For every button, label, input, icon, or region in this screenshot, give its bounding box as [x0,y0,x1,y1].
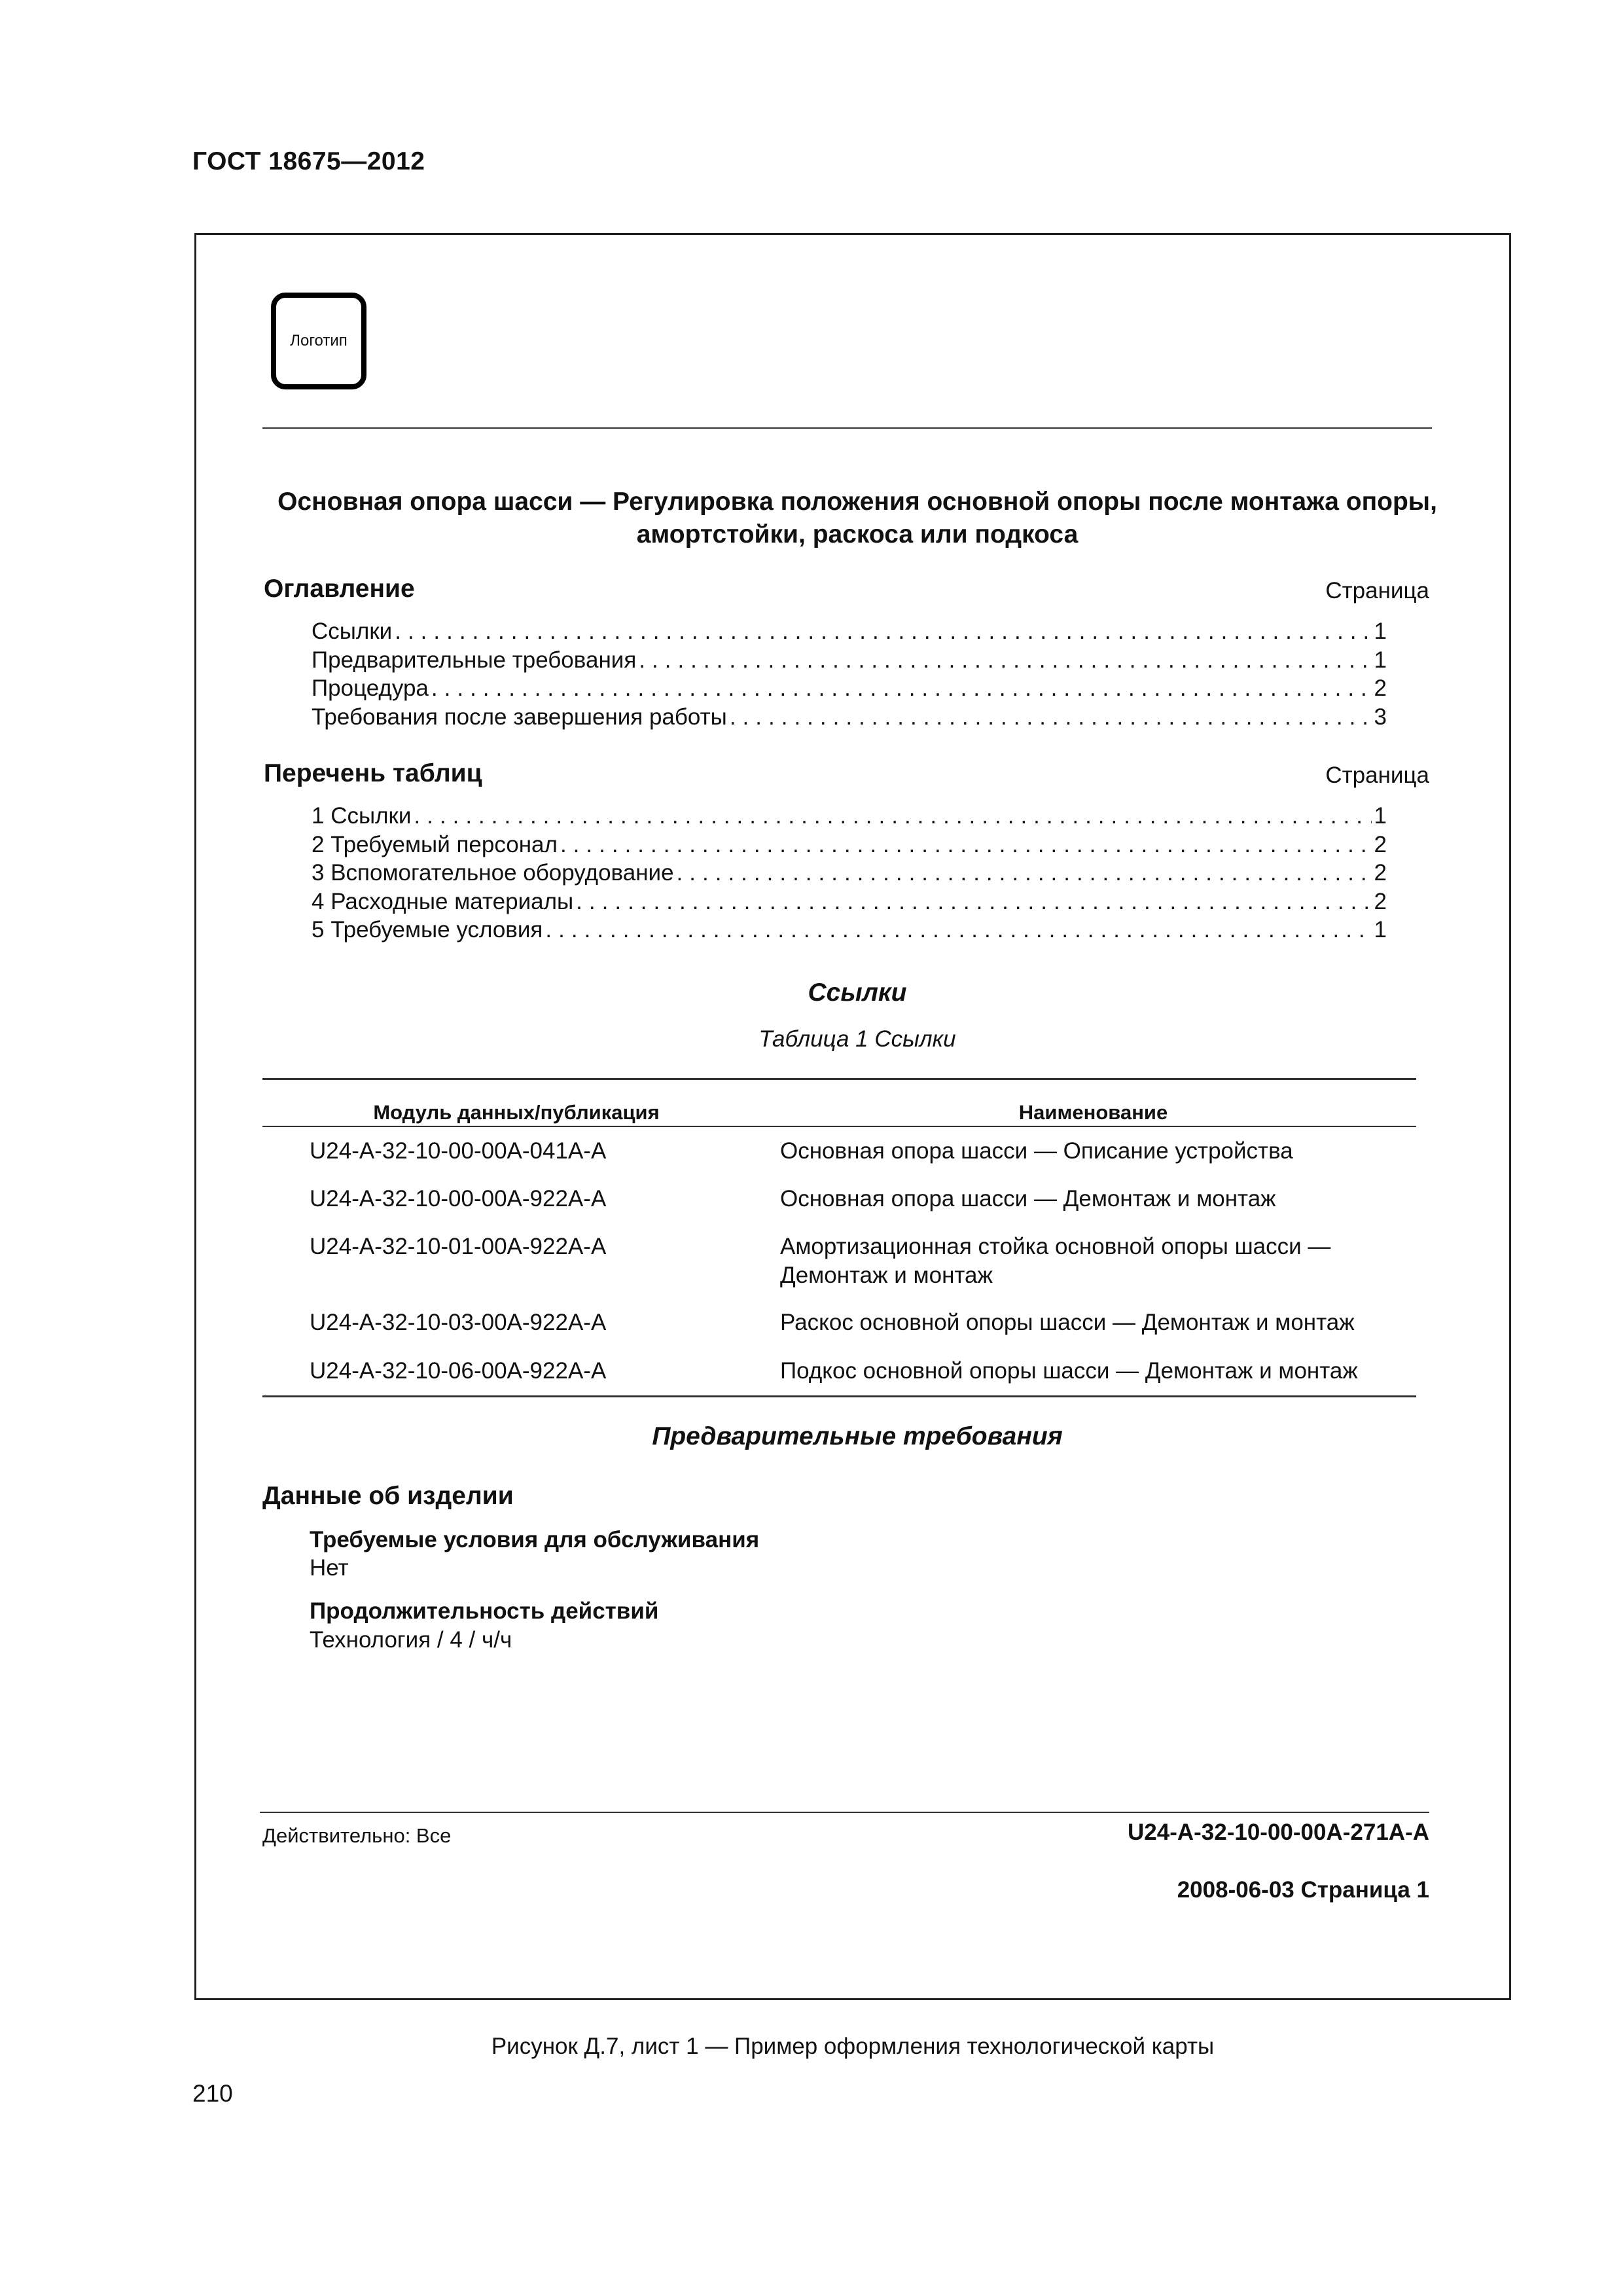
toc-entry-page: 2 [1374,675,1387,701]
table-cell-name: Основная опора шасси — Описание устройства [780,1138,1293,1164]
validity-text: Действительно: Все [262,1824,452,1847]
contents-page-label: Страница [1325,578,1429,603]
figure-caption: Рисунок Д.7, лист 1 — Пример оформления технологической карты [491,2034,1215,2059]
toc-entry-references[interactable] [312,617,1387,646]
table-header-rule [262,1126,1416,1127]
table-list-entry-label: 3 Вспомогательное оборудование [312,860,674,886]
table-list-entry[interactable] [312,802,1387,831]
table-cell-code: U24-A-32-10-06-00A-922A-A [310,1358,607,1384]
table-list-entry-label: 5 Требуемые условия [312,917,543,942]
prerequisites-heading: Предварительные требования [652,1422,1063,1450]
logo-placeholder [271,293,366,389]
toc-entry-procedure[interactable] [312,674,1387,703]
toc-entry-page: 3 [1374,704,1387,730]
tables-list [312,802,1387,944]
table-cell-code: U24-A-32-10-00-00A-041A-A [310,1138,607,1164]
table-list-entry[interactable] [312,859,1387,888]
duration-heading: Продолжительность действий [310,1598,659,1624]
logo-text: Логотип [290,332,348,350]
table-cell-code: U24-A-32-10-03-00A-922A-A [310,1310,607,1335]
toc-entry-prerequisites[interactable] [312,646,1387,675]
toc-entry-label: Ссылки [312,619,393,644]
product-data-heading: Данные об изделии [262,1482,514,1510]
table-list-entry-page: 1 [1374,803,1387,829]
table-list-entry-page: 2 [1374,888,1387,914]
table-cell-name: Подкос основной опоры шасси — Демонтаж и монтаж [780,1358,1358,1384]
card-title-line-2: амортстойки, раскоса или подкоса [636,520,1079,548]
references-table-caption: Таблица 1 Ссылки [758,1026,956,1052]
service-conditions-heading: Требуемые условия для обслуживания [310,1527,760,1552]
table-cell-name: Амортизационная стойка основной опоры шасси — [780,1234,1331,1259]
references-heading: Ссылки [808,978,907,1007]
header-divider [262,427,1432,429]
contents-list [312,617,1387,731]
service-conditions-value: Нет [310,1555,349,1581]
table-list-entry-page: 1 [1374,917,1387,942]
toc-entry-label: Требования после завершения работы [312,704,727,730]
table-list-entry[interactable] [312,831,1387,859]
table-cell-code: U24-A-32-10-00-00A-922A-A [310,1186,607,1211]
column-header-name: Наименование [1018,1101,1168,1124]
toc-entry-label: Предварительные требования [312,647,637,673]
contents-heading: Оглавление [264,575,415,603]
tables-list-heading: Перечень таблиц [264,759,482,787]
toc-entry-label: Процедура [312,675,429,701]
duration-value: Технология / 4 / ч/ч [310,1627,512,1653]
toc-entry-closeout[interactable] [312,703,1387,732]
date-and-page: 2008-06-03 Страница 1 [1177,1877,1429,1903]
footer-divider [260,1812,1429,1813]
table-cell-code: U24-A-32-10-01-00A-922A-A [310,1234,607,1259]
table-list-entry-page: 2 [1374,860,1387,886]
tables-list-page-label: Страница [1325,762,1429,788]
page-number: 210 [192,2080,233,2107]
column-header-module: Модуль данных/публикация [373,1101,660,1124]
table-list-entry[interactable] [312,916,1387,944]
table-cell-name: Раскос основной опоры шасси — Демонтаж и монтаж [780,1310,1355,1335]
standard-header: ГОСТ 18675—2012 [192,147,425,175]
table-cell-name: Основная опора шасси — Демонтаж и монтаж [780,1186,1276,1211]
table-list-entry-label: 2 Требуемый персонал [312,831,558,857]
table-list-entry-label: 1 Ссылки [312,803,412,829]
document-code: U24-A-32-10-00-00A-271A-A [1127,1820,1429,1845]
card-title [216,486,1499,551]
table-list-entry[interactable] [312,888,1387,916]
toc-entry-page: 1 [1374,647,1387,673]
table-cell-name-continued: Демонтаж и монтаж [780,1263,993,1288]
table-list-entry-label: 4 Расходные материалы [312,888,574,914]
table-list-entry-page: 2 [1374,831,1387,857]
toc-entry-page: 1 [1374,619,1387,644]
table-top-rule [262,1078,1416,1080]
table-bottom-rule [262,1395,1416,1397]
card-title-line-1: Основная опора шасси — Регулировка положения основной опоры после монтажа опоры, [277,488,1437,516]
